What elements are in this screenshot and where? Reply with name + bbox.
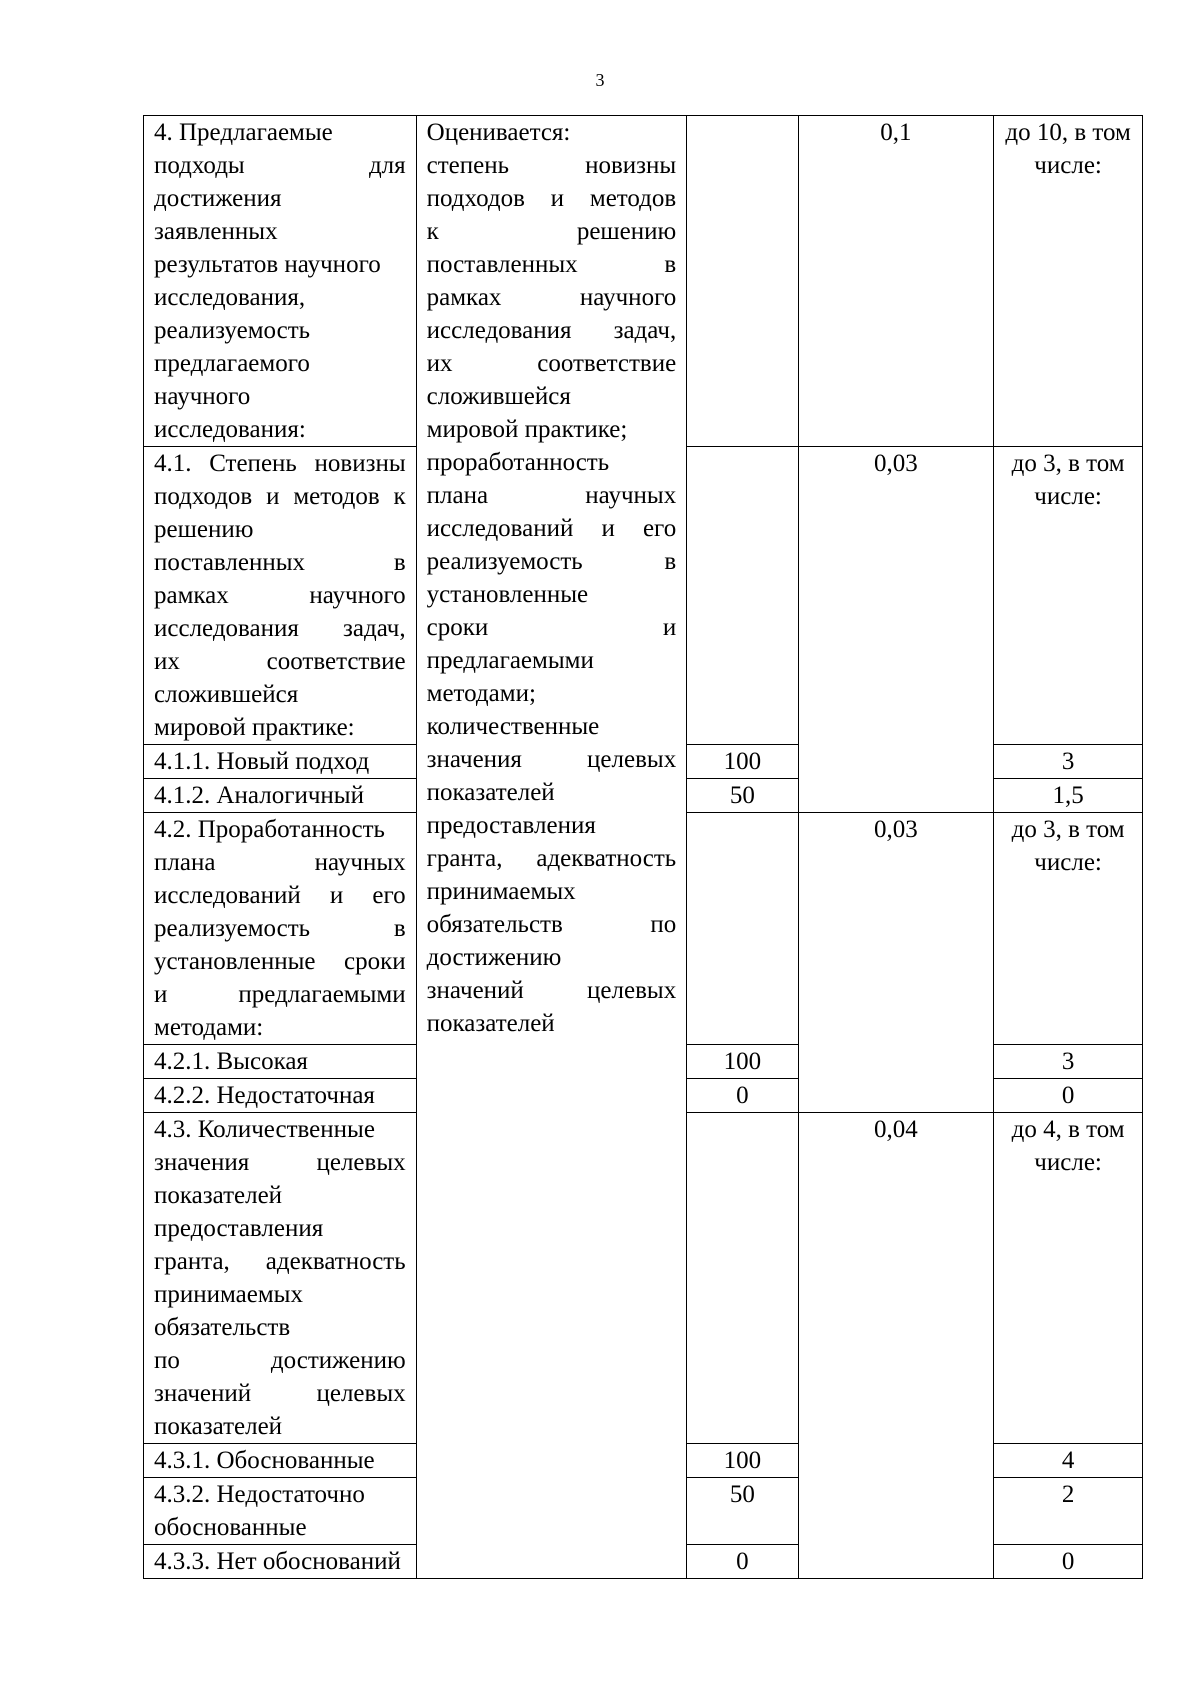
criteria-table [143,115,1143,1579]
criterion-4-name: 4. Предлагаемые подходы для достижения заявленных результатов научного исследования, реализуемость предлагаемого научного исследования: [144,116,417,447]
option-4-3-2-max: 2 [994,1478,1143,1545]
option-4-2-2-max: 0 [994,1079,1143,1113]
criterion-4-2-weight: 0,03 [798,813,994,1113]
option-4-1-2-score: 50 [687,779,798,813]
option-4-2-1-score: 100 [687,1045,798,1079]
criterion-4-1-max: до 3, в том числе: [994,447,1143,745]
option-4-2-1-name: 4.2.1. Высокая [144,1045,417,1079]
criterion-4-max: до 10, в том числе: [994,116,1143,447]
criterion-4-3-name: 4.3. Количественные значения целевых показателей предоставления гранта, адекватность принимаемых обязательств по достижению значений целевых показателей [144,1113,417,1444]
option-4-3-2-score: 50 [687,1478,798,1545]
criterion-4-description: Оценивается: степень новизны подходов и методов к решению поставленных в рамках научного исследования задач, их соответствие сложившейся мировой практике; проработанность плана научных исследований и его реализуемость в установленные сроки и предлагаемыми методами; количественные значения целевых показателей предоставления гранта, адекватность принимаемых обязательств по достижению значений целевых показателей [416,116,687,1579]
option-4-1-2-max: 1,5 [994,779,1143,813]
option-4-1-1-score: 100 [687,745,798,779]
option-4-2-2-score: 0 [687,1079,798,1113]
option-4-1-2-name: 4.1.2. Аналогичный [144,779,417,813]
option-4-2-2-name: 4.2.2. Недостаточная [144,1079,417,1113]
criterion-4-3-max: до 4, в том числе: [994,1113,1143,1444]
criterion-4-weight: 0,1 [798,116,994,447]
criterion-4-score [687,116,798,447]
option-4-2-1-max: 3 [994,1045,1143,1079]
criterion-4-1-name: 4.1. Степень новизны подходов и методов к решению поставленных в рамках научного исследования задач, их соответствие сложившейся мировой практике: [144,447,417,745]
option-4-3-2-name: 4.3.2. Недостаточно обоснованные [144,1478,417,1545]
criterion-4-1-score [687,447,798,745]
option-4-3-1-max: 4 [994,1444,1143,1478]
page-number: 3 [595,70,605,90]
option-4-1-1-name: 4.1.1. Новый подход [144,745,417,779]
option-4-3-1-name: 4.3.1. Обоснованные [144,1444,417,1478]
option-4-3-1-score: 100 [687,1444,798,1478]
criterion-4-2-name: 4.2. Проработанность плана научных исследований и его реализуемость в установленные сроки и предлагаемыми методами: [144,813,417,1045]
criterion-4-2-score [687,813,798,1045]
option-4-3-3-name: 4.3.3. Нет обоснований [144,1545,417,1579]
criterion-4-2-max: до 3, в том числе: [994,813,1143,1045]
option-4-3-3-score: 0 [687,1545,798,1579]
criterion-4-1-weight: 0,03 [798,447,994,813]
criterion-4-3-weight: 0,04 [798,1113,994,1579]
option-4-3-3-max: 0 [994,1545,1143,1579]
table-row [144,116,1143,447]
criterion-4-3-score [687,1113,798,1444]
option-4-1-1-max: 3 [994,745,1143,779]
